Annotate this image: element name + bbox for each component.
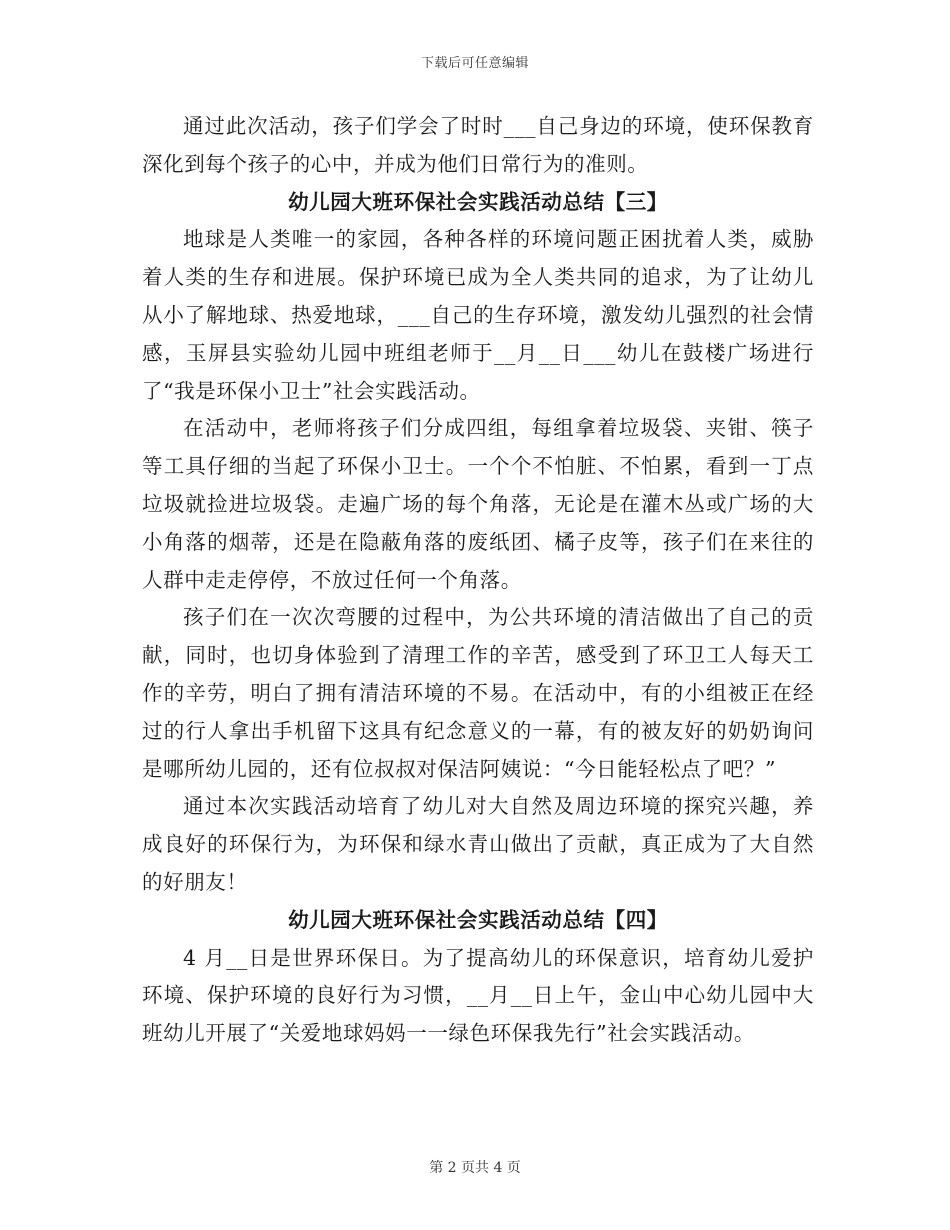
page-header: 下载后可任意编辑 <box>420 56 529 71</box>
section-heading-3: 幼儿园大班环保社会实践活动总结【三】 <box>288 189 668 214</box>
paragraph-s3-2: 在活动中，老师将孩子们分成四组，每组拿着垃圾袋、夹钳、筷子等工具仔细的当起了环保小卫士。一个个不怕脏、不怕累，看到一丁点垃圾就捡进垃圾袋。走遍广场的每个角落，无论是在灌木丛或广场的大小角落的烟蒂，还是在隐蔽角落的废纸团、橘子皮等，孩子们在来往的人群中走走停停，不放过任何一个角落。 <box>142 416 814 592</box>
paragraph-s3-1: 地球是人类唯一的家园，各种各样的环境问题正困扰着人类，威胁着人类的生存和进展。保护环境已成为全人类共同的追求，为了让幼儿从小了解地球、热爱地球，___自己的生存环境，激发幼儿强烈的社会情感，玉屏县实验幼儿园中班组老师于__月__日___幼儿在鼓楼广场进行了“我是环保小卫士”社会实践活动。 <box>142 227 814 403</box>
paragraph-s3-4: 通过本次实践活动培育了幼儿对大自然及周边环境的探究兴趣，养成良好的环保行为，为环保和绿水青山做出了贡献，真正成为了大自然的好朋友！ <box>142 794 814 894</box>
document-body <box>142 108 814 1053</box>
paragraph-s4-1: 4 月__日是世界环保日。为了提高幼儿的环保意识，培育幼儿爱护环境、保护环境的良好行为习惯，__月__日上午，金山中心幼儿园中大班幼儿开展了“关爱地球妈妈一一绿色环保我先行”社会实践活动。 <box>142 945 814 1046</box>
paragraph-s3-3: 孩子们在一次次弯腰的过程中，为公共环境的清洁做出了自己的贡献，同时，也切身体验到了清理工作的辛苦，感受到了环卫工人每天工作的辛劳，明白了拥有清洁环境的不易。在活动中，有的小组被正在经过的行人拿出手机留下这具有纪念意义的一幕，有的被友好的奶奶询问是哪所幼儿园的，还有位叔叔对保洁阿姨说：“今日能轻松点了吧？” <box>142 605 814 781</box>
paragraph-intro-conclusion: 通过此次活动，孩子们学会了时时___自己身边的环境，使环保教育深化到每个孩子的心中，并成为他们日常行为的准则。 <box>142 114 814 176</box>
page-footer: 第 2 页共 4 页 <box>429 1160 521 1176</box>
section-heading-4: 幼儿园大班环保社会实践活动总结【四】 <box>288 907 668 932</box>
